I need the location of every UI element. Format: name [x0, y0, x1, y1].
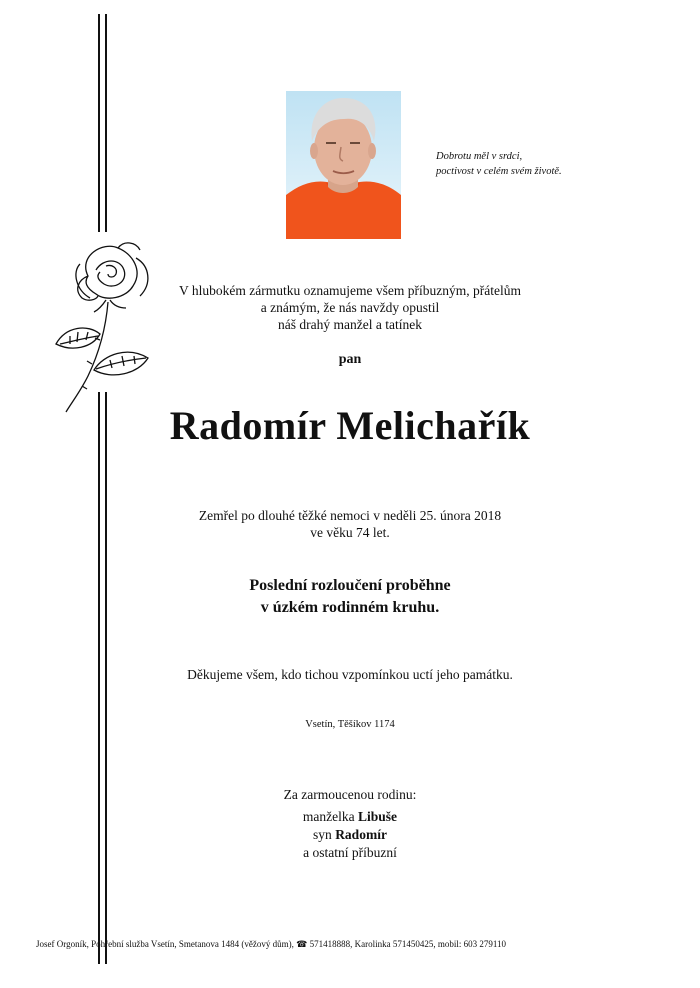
son-name: Radomír	[335, 827, 387, 842]
announcement-line-1: V hlubokém zármutku oznamujeme všem příbuzným, přátelům	[178, 283, 522, 298]
address: Vsetín, Těšíkov 1174	[305, 719, 395, 730]
rose-icon	[48, 236, 160, 421]
phone-icon: ☎	[296, 939, 308, 949]
farewell-line-2: v úzkém rodinném kruhu.	[260, 599, 440, 616]
footer-phones: 571418888, Karolinka 571450425, mobil: 603 279110	[309, 939, 507, 949]
epigraph-quote	[436, 149, 596, 179]
son-prefix: syn	[313, 827, 336, 842]
thanks-text: Děkujeme všem, kdo tichou vzpomínkou uctí jeho památku.	[187, 667, 513, 682]
footer-text: Josef Orgoník, Pohřební služba Vsetín, Smetanova 1484 (věžový dům),	[36, 939, 294, 949]
border-line-left-top	[98, 14, 100, 232]
portrait-photo	[286, 91, 401, 239]
family-signature	[160, 786, 540, 862]
farewell-notice	[160, 575, 540, 619]
border-line-right-bottom	[105, 392, 107, 964]
death-line-2: ve věku 74 let.	[310, 525, 390, 540]
border-line-left-bottom	[98, 392, 100, 964]
wife-name: Libuše	[358, 809, 398, 824]
family-wife	[160, 808, 540, 826]
quote-line-2: poctivost v celém svém životě.	[436, 166, 562, 177]
deceased-name: Radomír Melichařík	[169, 403, 531, 448]
family-heading: Za zarmoucenou rodinu:	[283, 787, 417, 802]
family-son	[160, 826, 540, 844]
death-line-1: Zemřel po dlouhé těžké nemoci v neděli 25. února 2018	[198, 508, 502, 523]
farewell-line-1: Poslední rozloučení proběhne	[249, 577, 451, 594]
death-notice	[160, 507, 540, 541]
quote-line-1: Dobrotu měl v srdci,	[436, 151, 523, 162]
honorific: pan	[338, 352, 362, 367]
footer-contact	[36, 939, 636, 950]
border-line-right-top	[105, 14, 107, 232]
wife-prefix: manželka	[302, 809, 359, 824]
announcement-text	[160, 282, 540, 333]
announcement-line-3: náš drahý manžel a tatínek	[278, 317, 422, 332]
family-others: a ostatní příbuzní	[303, 845, 397, 860]
announcement-line-2: a známým, že nás navždy opustil	[260, 300, 440, 315]
